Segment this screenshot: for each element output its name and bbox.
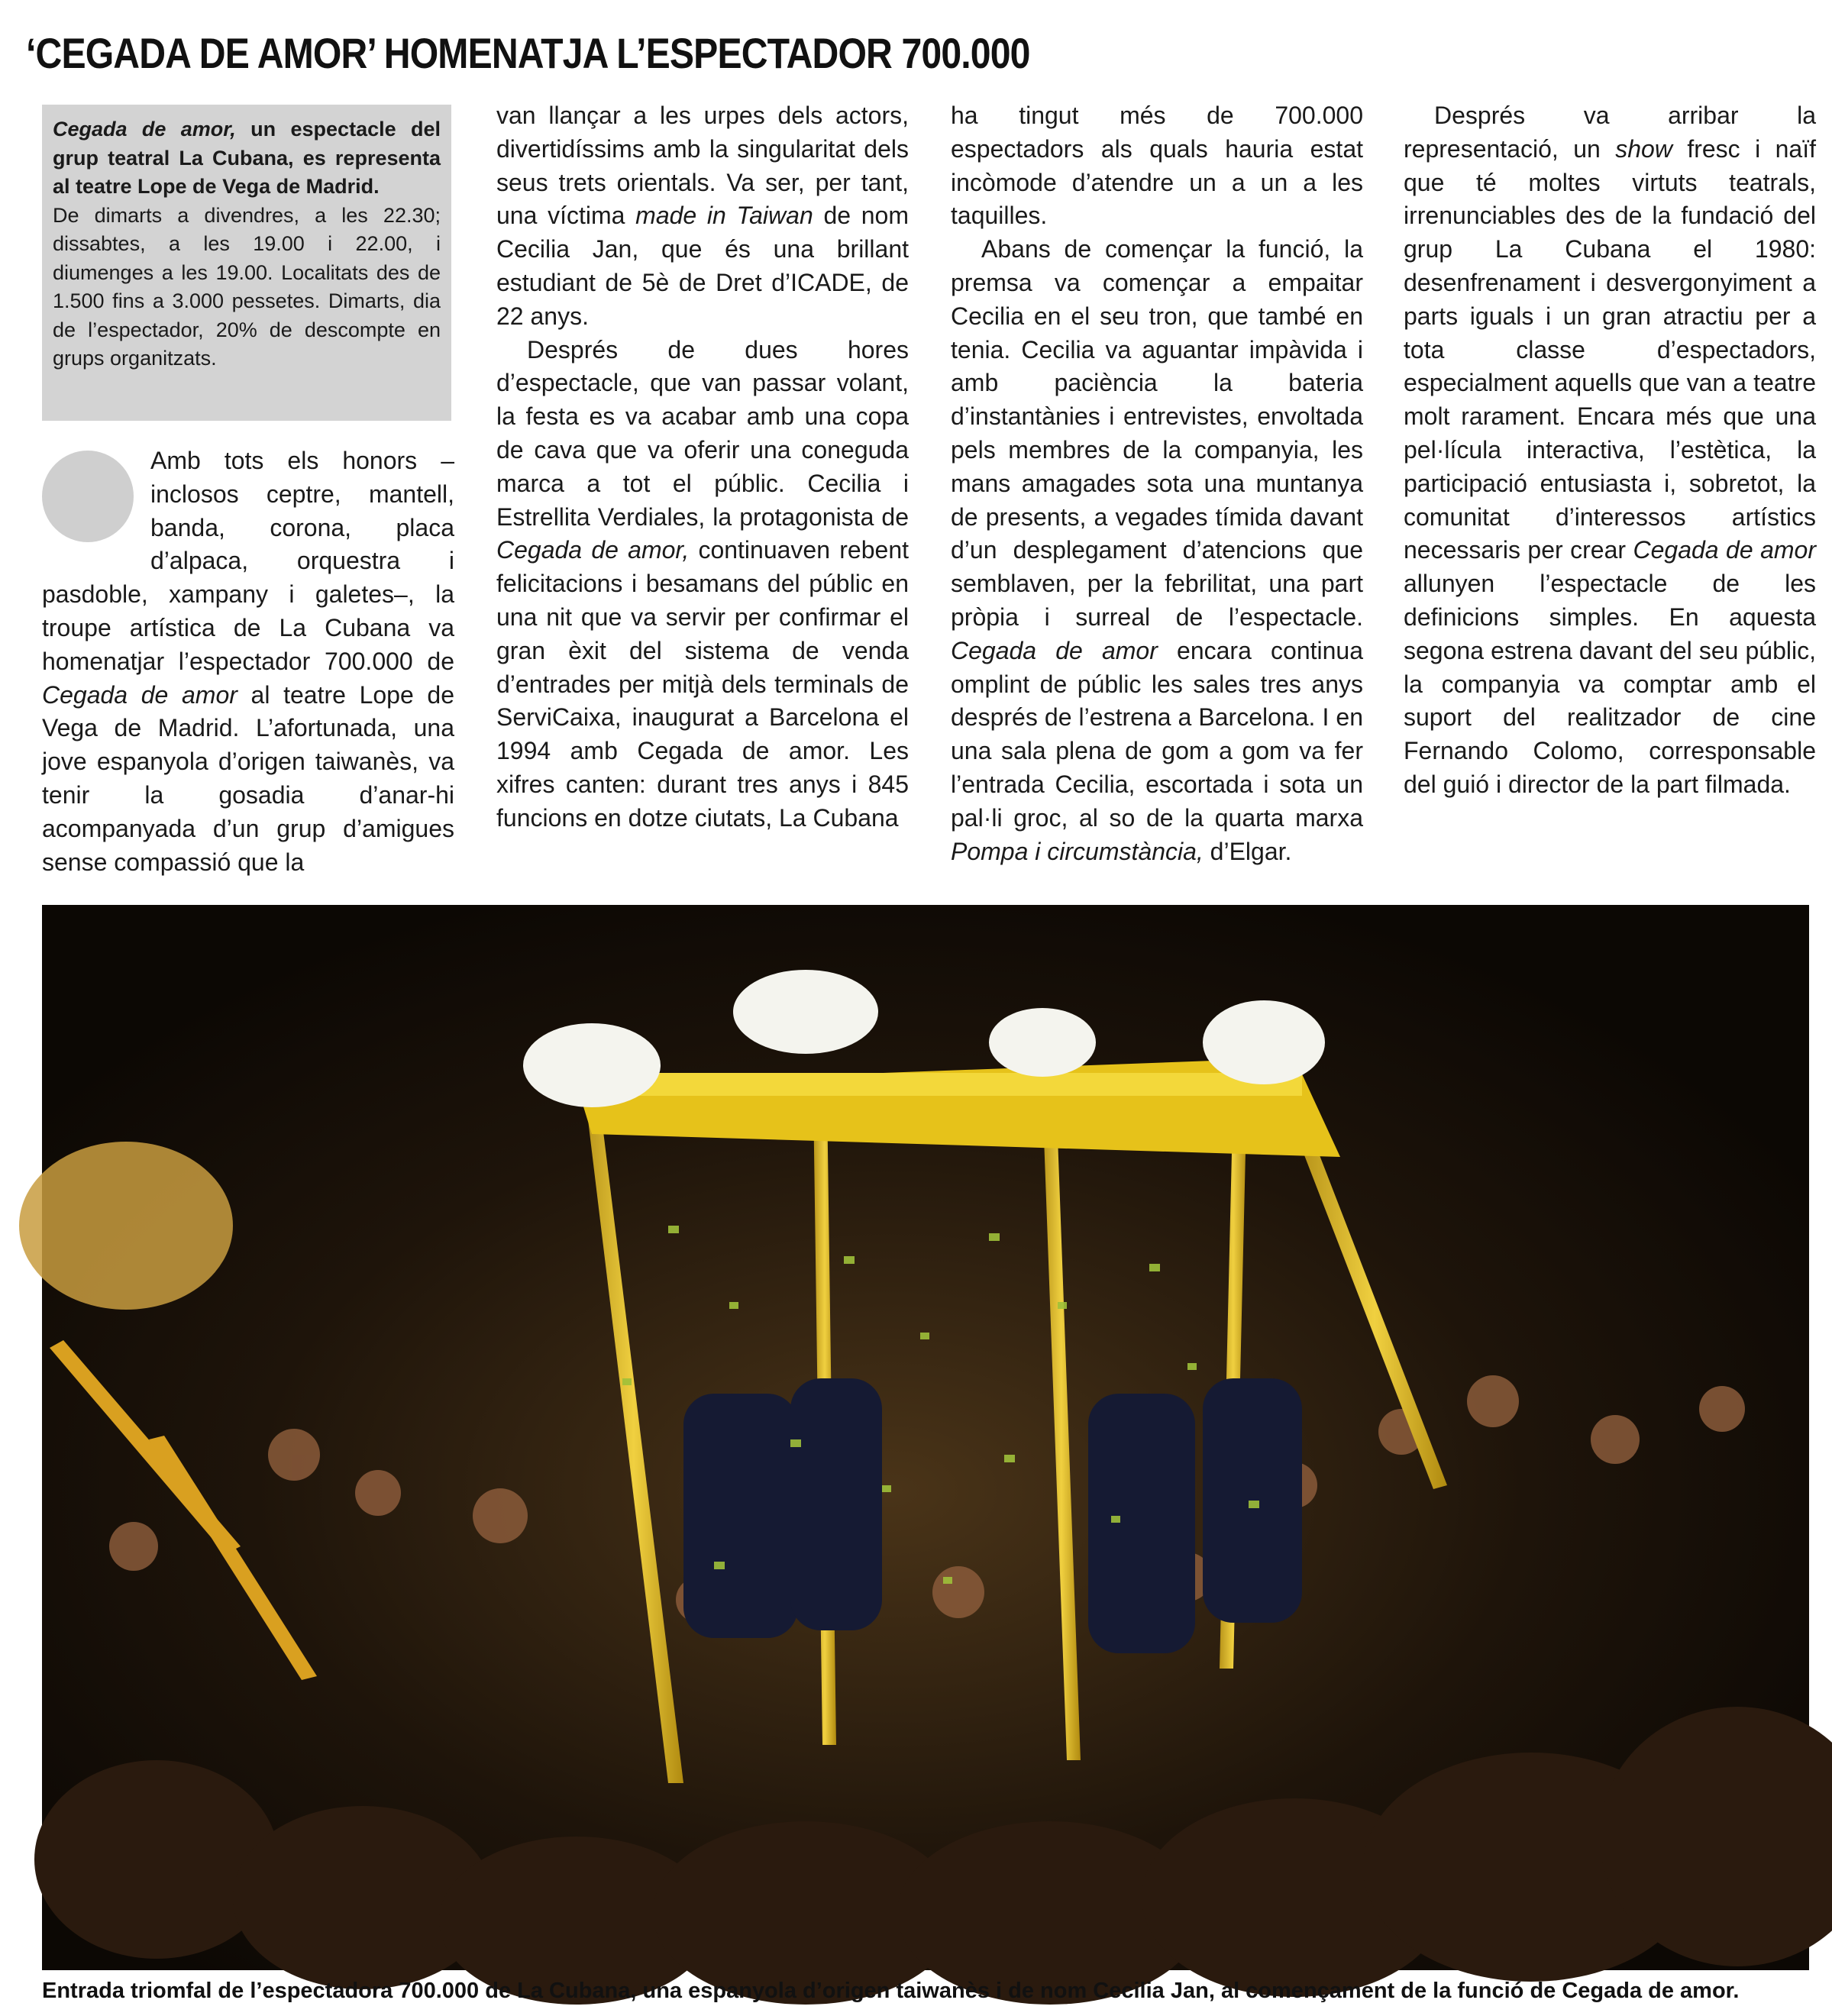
column-2-text-d: continuaven rebent felicitacions i besamans del públic en una nit que va servir per confirmar el gran èxit del sistema de venda d’entrades per mitjà dels terminals de ServiCaixa, inaugurat a Barcelona el 1994 amb Cegada de amor. Les xifres canten: durant tres anys i 845 funcions en dotze ciutats, La Cubana	[496, 536, 909, 832]
column-3-paragraph-1: ha tingut més de 700.000 espectadors als quals hauria estat incòmode d’atendre un a un a les taquilles.	[951, 102, 1363, 230]
column-3-text-a: Abans de començar la funció, la premsa va començar a empaitar Cecilia en el seu tron, que també en tenia. Cecilia va aguantar impàvida i amb paciència la bateria d’instantànies i entrevistes, envoltada pels membres de la companyia, les mans amagades sota una muntanya de presents, a vegades tímida davant d’un desplegament d’atencions que semblaven, per la febrilitat, una part pròpia i surreal de l’espectacle.	[951, 235, 1363, 631]
article-column-2	[496, 99, 909, 849]
column-3-text-b: encara continua omplint de públic les sales tres anys després de l’estrena a Barcelona. I en una sala plena de gom a gom va fer l’entrada Cecilia, escortada i sota un pal·li groc, al so de la quarta marxa	[951, 636, 1364, 832]
column-2-text-a: van llançar a les urpes dels actors, divertidíssims amb la singularitat dels seus trets orientals. Va ser, per tant, una víctima	[496, 102, 909, 230]
column-2-italic-b: Cegada de amor,	[496, 536, 690, 564]
info-box-title: Cegada de amor,	[53, 118, 236, 141]
article-column-1	[42, 444, 454, 876]
column-2-paragraph-1	[496, 99, 909, 334]
column-1-text-b: al teatre Lope de Vega de Madrid. L’afortunada, una jove espanyola d’origen taiwanès, va tenir la gosadia d’anar-hi acompanyada d’un grup d’amigues sense compassió que la	[42, 680, 454, 876]
column-1-text-a: Amb tots els honors –inclosos ceptre, mantell, banda, corona, placa d’alpaca, orquestra i pasdoble, xampany i galetes–, la troupe artística de La Cubana va homenatjar l’espectador 700.000 de	[42, 447, 454, 675]
column-1-italic: Cegada de amor	[42, 680, 237, 709]
info-box	[42, 105, 451, 421]
column-4-paragraph	[1404, 99, 1816, 802]
decorative-circle	[42, 451, 134, 542]
photo-caption: Entrada triomfal de l’espectadora 700.000 de La Cubana, una espanyola d’origen taiwanès i de nom Cecilia Jan, al començament de la funció de Cegada de amor.	[42, 1979, 1740, 2003]
column-3-italic-b: Pompa i circumstància,	[951, 837, 1204, 865]
info-box-lead	[53, 115, 441, 202]
photo-illustration	[42, 905, 1809, 1970]
column-4-text-c: allunyen l’espectacle de les definicions simples. En aquesta segona estrena davant del seu públic, la companyia va comptar amb el suport del realitzador de cine Fernando Colomo, corresponsable del guió i director de la part filmada.	[1404, 570, 1816, 798]
column-4-italic-b: Cegada de amor	[1633, 536, 1817, 564]
column-4-text-a: Després va arribar la representació, un	[1404, 102, 1816, 163]
article-column-4	[1404, 99, 1816, 849]
column-2-italic-a: made in Taiwan	[635, 202, 813, 230]
column-3-italic-a: Cegada de amor	[951, 636, 1158, 664]
info-box-details: De dimarts a divendres, a les 22.30; dissabtes, a les 19.00 i 22.00, i diumenges a les 19.00. Localitats des de 1.500 fins a 3.000 pessetes. Dimarts, dia de l’espectador, 20% de descompte en grups organitzats.	[53, 203, 441, 370]
column-2-text-c: Després de dues hores d’espectacle, que van passar volant, la festa es va acabar amb una copa de cava que va oferir una coneguda marca a tot el públic. Cecilia i Estrellita Verdiales, la protagonista de	[496, 335, 909, 531]
column-4-italic-a: show	[1615, 134, 1672, 163]
article-column-3	[951, 99, 1364, 865]
column-3-paragraph-2	[951, 233, 1363, 868]
column-3-text-c: d’Elgar.	[1203, 837, 1292, 865]
column-4-text-b: fresc i naïf que té moltes virtuts teatrals, irrenunciables des de la fundació del grup La Cubana el 1980: desenfrenament i desvergonyiment a parts iguals i un gran atractiu per a tota classe d’espectadors, especialment aquells que van a teatre molt rarament. Encara més que una pel·lícula interactiva, l’estètica, la participació entusiasta i, sobretot, la comunitat d’interessos artístics necessaris per crear	[1404, 134, 1817, 564]
column-2-paragraph-2	[496, 334, 909, 835]
column-2-text-b: de nom Cecilia Jan, que és una brillant estudiant de 5è de Dret d’ICADE, de 22 anys.	[496, 202, 910, 330]
event-photo	[42, 905, 1809, 1970]
info-box-lead-text: un espectacle del grup teatral La Cubana, es representa al teatre Lope de Vega de Madrid.	[53, 118, 441, 198]
headline: ‘CEGADA DE AMOR’ HOMENATJA L’ESPECTADOR 700.000	[26, 29, 1030, 77]
